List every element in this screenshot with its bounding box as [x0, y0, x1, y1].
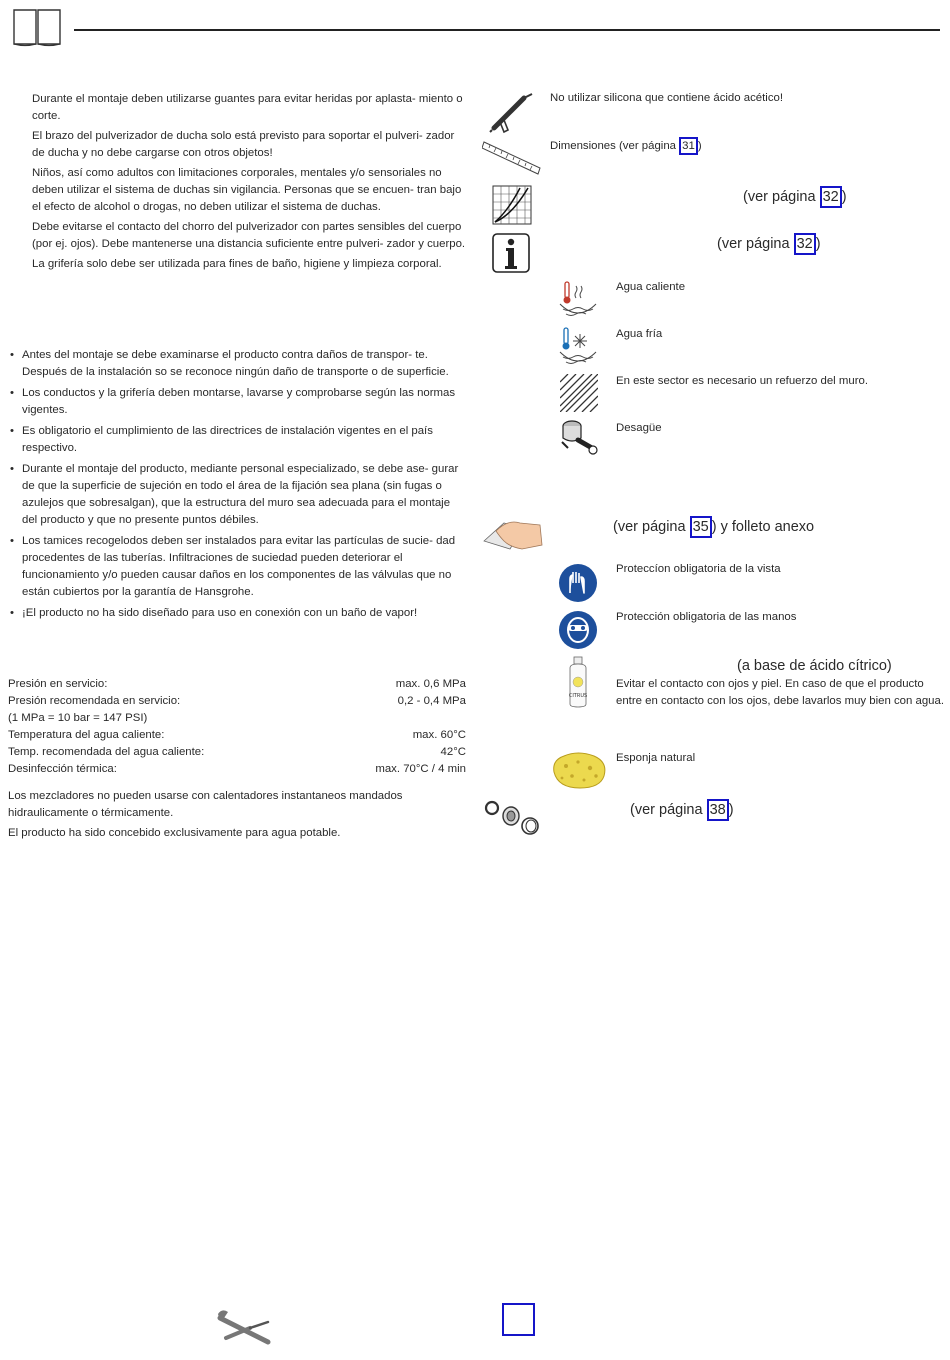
- tech-notes: [8, 788, 448, 845]
- tech-value: 0,2 - 0,4 MPa: [397, 695, 466, 707]
- drain-label: Desagüe: [616, 422, 662, 434]
- safety-section: [32, 91, 468, 276]
- citrus-bottle-label: CITRUS: [568, 693, 588, 699]
- tech-label: (1 MPa = 10 bar = 147 PSI): [8, 712, 148, 724]
- eye-protection-text: Proteccíon obligatoria de la vista: [616, 563, 781, 575]
- tech-value: max. 0,6 MPa: [395, 678, 466, 690]
- cleaning-page-link[interactable]: 35: [690, 516, 712, 538]
- safety-para: Niños, así como adultos con limitaciones corporales, mentales y/o sensoriales no deben utilizar el sistema de duchas sin vigilancia. Personas que se encuen- tran bajo el efecto de alcohol o drogas, no deben utilizar el sistema de duchas.: [32, 167, 462, 213]
- hand-protection-text: Protección obligatoria de las manos: [616, 611, 797, 623]
- tech-row: [8, 761, 466, 778]
- tech-data-table: [8, 676, 466, 778]
- silicone-warning: No utilizar silicona que contiene ácido acético!: [550, 92, 784, 104]
- tech-row: [8, 727, 466, 744]
- graph-page-link[interactable]: 32: [820, 186, 842, 208]
- gloves-icon: [558, 563, 598, 603]
- citric-warning-text: Evitar el contacto con ojos y piel. En caso de que el producto entre en contacto con los ojos, debe lavarlos muy bien con agua.: [616, 678, 945, 707]
- tech-label: Desinfección térmica:: [8, 763, 117, 775]
- sponge-label: Esponja natural: [616, 752, 696, 764]
- tech-value: max. 70°C / 4 min: [375, 763, 466, 775]
- parts-prefix: (ver página: [630, 802, 707, 818]
- info-page-link[interactable]: 32: [794, 233, 816, 255]
- book-icon: [12, 6, 62, 48]
- tech-row: [8, 693, 466, 710]
- goggles-icon: [558, 610, 598, 650]
- drain-icon: [558, 418, 600, 458]
- wrench-screwdriver-icon: [216, 1308, 274, 1348]
- cold-water-icon: [558, 326, 598, 368]
- citric-heading: (a base de ácido cítrico): [737, 658, 892, 674]
- citric-cleaner-bottle-icon: [566, 656, 590, 708]
- install-bullet: • Los tamices recogelodos deben ser instalados para evitar las partículas de sucie- dad procedentes de las tuberías. Infiltraciones de suciedad pueden deteriorar el funcionamiento y/o pueden causar daños en los componentes de las válvulas que no están cubiertos por la garantía de Hansgrohe.: [8, 533, 468, 601]
- tech-label: Presión recomendada en servicio:: [8, 695, 181, 707]
- tech-label: Temperatura del agua caliente:: [8, 729, 165, 741]
- parts-page-link[interactable]: 38: [707, 799, 729, 821]
- tech-row: [8, 710, 466, 727]
- wall-reinforcement-icon: [560, 374, 598, 412]
- info-suffix: ): [815, 236, 821, 252]
- dimensions-suffix: ): [697, 140, 702, 152]
- parts-suffix: ): [728, 802, 734, 818]
- safety-para: Durante el montaje deben utilizarse guantes para evitar heridas por aplasta- miento o corte.: [32, 93, 463, 122]
- ruler-icon: [482, 138, 542, 176]
- cleaning-text: [613, 516, 814, 538]
- cleaning-suffix: ) y folleto anexo: [711, 519, 815, 535]
- tech-label: Presión en servicio:: [8, 678, 108, 690]
- graph-prefix: (ver página: [743, 189, 820, 205]
- spare-parts-icon: [484, 798, 542, 838]
- install-bullet: • ¡El producto no ha sido diseñado para uso en conexión con un baño de vapor!: [8, 605, 468, 622]
- silicone-gun-icon: [488, 92, 536, 134]
- install-bullet: • Antes del montaje se debe examinarse el producto contra daños de transpor- te. Después de la instalación so se reconoce ningún daño de transporte o de superficie.: [8, 347, 468, 381]
- flow-graph-icon: [492, 185, 532, 225]
- graph-suffix: ): [841, 189, 847, 205]
- dimensions-page-link[interactable]: 31: [679, 137, 698, 155]
- install-bullet: • Los conductos y la grifería deben montarse, lavarse y comprobarse según las normas vigentes.: [8, 385, 468, 419]
- sponge-icon: [550, 750, 608, 790]
- info-icon: [492, 233, 530, 273]
- parts-text: [630, 799, 734, 821]
- dimensions-prefix: Dimensiones (ver página: [550, 140, 680, 152]
- header-rule: [74, 29, 940, 31]
- install-section: [8, 347, 468, 626]
- wall-reinforcement-text: En este sector es necesario un refuerzo del muro.: [616, 375, 868, 387]
- tech-value: max. 60°C: [412, 729, 466, 741]
- hot-water-label: Agua caliente: [616, 281, 686, 293]
- tech-row: [8, 744, 466, 761]
- cleaning-hand-icon: [482, 515, 544, 553]
- safety-para: Debe evitarse el contacto del chorro del pulverizador con partes sensibles del cuerpo (por ej. ojos). Debe mantenerse una distancia suficiente entre pulveri- zador y cuerpo.: [32, 221, 466, 250]
- install-bullet: • Durante el montaje del producto, mediante personal especializado, se debe ase- gurar de que la superficie de sujeción en todo el área de la fijación sea plana (sin fugas o azulejos que sobresalgan), que la estructura del muro sea adecuada para el montaje del producto y que no presente puntos débiles.: [8, 461, 468, 529]
- safety-para: La grifería solo debe ser utilizada para fines de baño, higiene y limpieza corporal.: [32, 258, 442, 270]
- hot-water-icon: [558, 280, 598, 320]
- graph-text: [743, 186, 847, 208]
- tech-label: Temp. recomendada del agua caliente:: [8, 746, 205, 758]
- info-text: [717, 233, 821, 255]
- install-bullet: • Es obligatorio el cumplimiento de las directrices de instalación vigentes en el país respectivo.: [8, 423, 468, 457]
- safety-para: El brazo del pulverizador de ducha solo está previsto para soportar el pulveri- zador de ducha y no debe cargarse con otros objetos!: [32, 130, 455, 159]
- cold-water-label: Agua fría: [616, 328, 663, 340]
- tech-note: Los mezcladores no pueden usarse con calentadores instantaneos mandados hidraulicamente o térmicamente.: [8, 790, 403, 819]
- dimensions-text: [550, 137, 702, 155]
- tech-row: [8, 676, 466, 693]
- tech-value: 42°C: [440, 746, 466, 758]
- cleaning-prefix: (ver página: [613, 519, 690, 535]
- info-prefix: (ver página: [717, 236, 794, 252]
- tech-note: El producto ha sido concebido exclusivamente para agua potable.: [8, 827, 341, 839]
- page-number-box: [502, 1303, 535, 1336]
